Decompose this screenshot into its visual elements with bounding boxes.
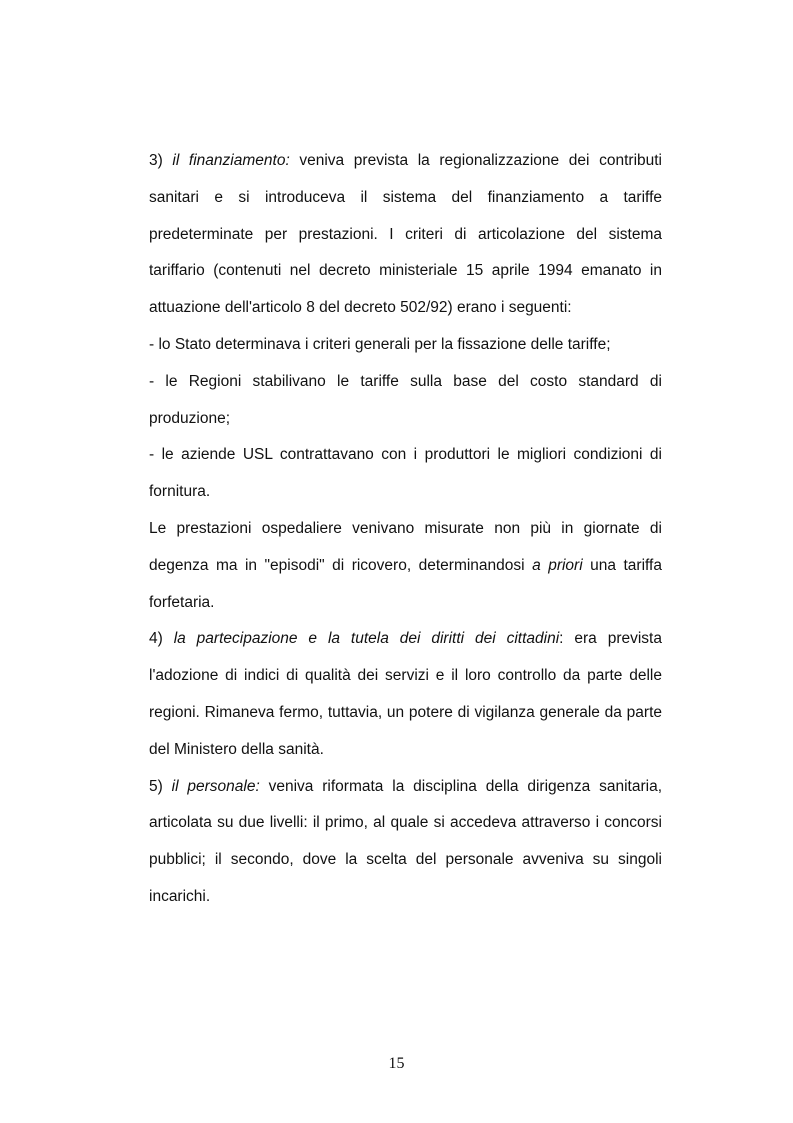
point-5-term: il personale: <box>171 777 260 795</box>
point-4-text: : era prevista l'adozione di indici di qualità dei servizi e il loro controllo da parte delle regioni. Rimaneva fermo, tuttavia, un potere di vigilanza generale da parte del Ministero della sanità. <box>149 630 662 758</box>
paragraph-point-4 <box>149 621 662 768</box>
page-number: 15 <box>388 1055 405 1072</box>
paragraph-point-5 <box>149 769 662 916</box>
hospital-italic-a-priori: a priori <box>532 556 583 574</box>
body-text <box>149 143 662 916</box>
point-3-number: 3) <box>149 152 173 169</box>
point-3-term: il finanziamento: <box>172 152 290 169</box>
point-4-number: 4) <box>149 630 174 648</box>
hospital-text-before: Le prestazioni ospedaliere venivano misurate non più in giornate di degenza ma in "episodi" di ricovero, determinandosi <box>149 519 662 574</box>
point-4-term: la partecipazione e la tutela dei diritti dei cittadini <box>173 630 560 648</box>
paragraph-point-3 <box>149 143 662 327</box>
list-item-aziende-usl: - le aziende USL contrattavano con i produttori le migliori condizioni di fornitura. <box>149 446 662 501</box>
point-5-text: veniva riformata la disciplina della dirigenza sanitaria, articolata su due livelli: il primo, al quale si accedeva attraverso i concorsi pubblici; il secondo, dove la scelta del personale avveniva su singoli incarichi. <box>149 777 663 905</box>
list-item-regioni: - le Regioni stabilivano le tariffe sulla base del costo standard di produzione; <box>149 372 662 427</box>
paragraph-hospital-services <box>149 511 662 621</box>
hospital-text-after: una tariffa forfetaria. <box>149 556 662 611</box>
point-3-text: veniva prevista la regionalizzazione dei contributi sanitari e si introduceva il sistema del finanziamento a tariffe predeterminate per prestazioni. I criteri di articolazione del sistema tariffario (contenuti nel decreto ministeriale 15 aprile 1994 emanato in attuazione dell'articolo 8 del decreto 502/92) erano i seguenti: <box>149 152 662 317</box>
list-item-stato: - lo Stato determinava i criteri generali per la fissazione delle tariffe; <box>149 335 611 353</box>
point-5-number: 5) <box>149 777 172 795</box>
